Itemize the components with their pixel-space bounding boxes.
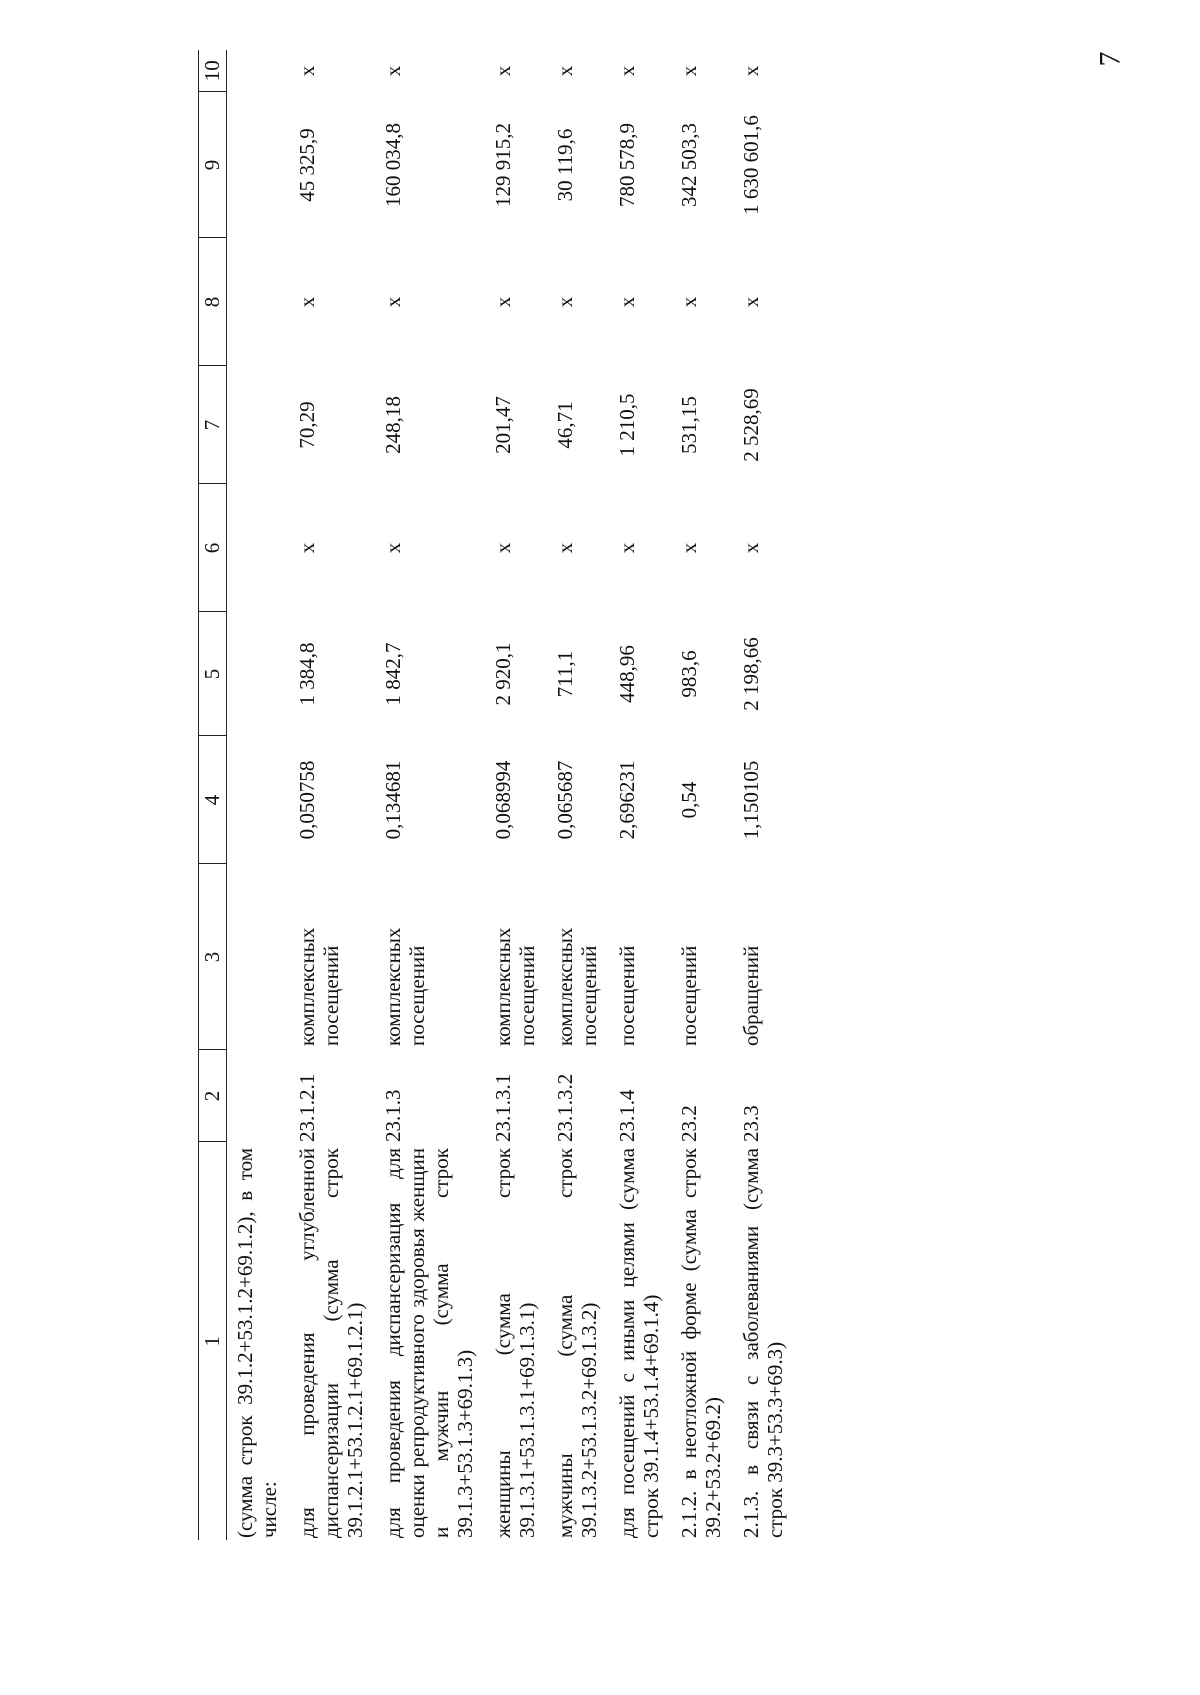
row-code: [227, 1050, 290, 1142]
table-row: [609, 50, 671, 1540]
cell-col4: 1,150105: [739, 760, 763, 840]
cell-col8: х: [615, 296, 639, 308]
row-unit: комплексных посещений: [381, 927, 429, 1046]
cell-col10: х: [295, 65, 319, 77]
cell-col5: 2 920,1: [491, 642, 515, 706]
col-header: 5: [199, 612, 227, 736]
row-label: (сумма строк 39.1.2+53.1.2+69.1.2), в том числе:: [233, 1148, 281, 1538]
row-code: 23.1.3: [381, 1089, 405, 1142]
row-code: 23.2: [677, 1105, 701, 1142]
cell-col5: 1 384,8: [295, 642, 319, 706]
cell-col7: 46,71: [553, 401, 577, 449]
cell-col7: 1 210,5: [615, 393, 639, 457]
cell-col5: [227, 612, 290, 736]
cell-col4: [227, 736, 290, 864]
table-row: [227, 50, 290, 1540]
cell-col8: х: [295, 296, 319, 308]
cell-col7: 531,15: [677, 396, 701, 454]
cell-col9: 1 630 601,6: [739, 115, 763, 215]
cell-col9: 129 915,2: [491, 123, 515, 207]
cell-col7: 70,29: [295, 401, 319, 449]
row-code: 23.3: [739, 1105, 763, 1142]
col-header: 4: [199, 736, 227, 864]
cell-col5: 2 198,66: [739, 637, 763, 711]
cell-col9: 780 578,9: [615, 123, 639, 207]
cell-col10: х: [739, 65, 763, 77]
cell-col6: х: [615, 542, 639, 554]
col-header: 2: [199, 1050, 227, 1142]
page-number: 7: [1093, 51, 1127, 67]
cell-col9: 45 325,9: [295, 128, 319, 202]
cell-col4: 0,54: [677, 781, 701, 819]
cell-col6: х: [381, 542, 405, 554]
col-header: 8: [199, 238, 227, 366]
row-label: 2.1.3. в связи с заболеваниями (сумма строк 39.3+53.3+69.3): [739, 1148, 787, 1538]
row-unit: комплексных посещений: [295, 927, 343, 1046]
cell-col8: х: [381, 296, 405, 308]
cell-col4: 0,068994: [491, 760, 515, 840]
table-row: [733, 50, 795, 1540]
cell-col10: х: [491, 65, 515, 77]
cell-col6: х: [295, 542, 319, 554]
table-row: [375, 50, 485, 1540]
row-label: для посещений с иными целями (сумма строк 39.1.4+53.1.4+69.1.4): [615, 1148, 663, 1538]
cell-col9: 160 034,8: [381, 123, 405, 207]
col-header: 6: [199, 484, 227, 612]
cell-col9: 30 119,6: [553, 128, 577, 202]
row-label: мужчины (сумма строк 39.1.3.2+53.1.3.2+69.1.3.2): [553, 1148, 601, 1538]
cell-col7: 2 528,69: [739, 388, 763, 462]
row-label: женщины (сумма строк 39.1.3.1+53.1.3.1+69.1.3.1): [491, 1148, 539, 1538]
row-label: для проведения диспансеризация для оценки репродуктивного здоровья женщин и мужчин (сумма строк 39.1.3+53.1.3+69.1.3): [381, 1148, 477, 1538]
cell-col4: 0,050758: [295, 760, 319, 840]
table-row: [547, 50, 609, 1540]
cell-col10: х: [677, 65, 701, 77]
cell-col6: х: [491, 542, 515, 554]
cell-col5: 1 842,7: [381, 642, 405, 706]
cell-col6: х: [553, 542, 577, 554]
row-code: 23.1.4: [615, 1089, 639, 1142]
table-row: [485, 50, 547, 1540]
column-number-header: [199, 50, 227, 1540]
cell-col5: 711,1: [553, 650, 577, 698]
cell-col5: 448,96: [615, 645, 639, 703]
cell-col4: 0,134681: [381, 760, 405, 840]
cell-col7: 248,18: [381, 396, 405, 454]
cell-col8: х: [491, 296, 515, 308]
row-code: 23.1.3.1: [491, 1073, 515, 1142]
cell-col4: 2,696231: [615, 760, 639, 840]
cell-col8: х: [739, 296, 763, 308]
cell-col6: [227, 484, 290, 612]
cell-col7: 201,47: [491, 396, 515, 454]
row-unit: посещений: [615, 945, 639, 1046]
cell-col8: х: [553, 296, 577, 308]
cell-col5: 983,6: [677, 650, 701, 698]
cell-col4: 0,065687: [553, 760, 577, 840]
cell-col9: 342 503,3: [677, 123, 701, 207]
row-unit: обращений: [739, 945, 763, 1046]
cell-col10: [227, 50, 290, 92]
row-label: 2.1.2. в неотложной форме (сумма строк 39.2+53.2+69.2): [677, 1148, 725, 1538]
row-unit: [227, 864, 290, 1050]
cell-col6: х: [739, 542, 763, 554]
row-code: 23.1.3.2: [553, 1073, 577, 1142]
row-label: для проведения углубленной диспансеризации (сумма строк 39.1.2.1+53.1.2.1+69.1.2.1): [295, 1148, 367, 1538]
col-header: 9: [199, 92, 227, 238]
col-header: 7: [199, 366, 227, 484]
col-header: 1: [199, 1142, 227, 1540]
row-code: 23.1.2.1: [295, 1073, 319, 1142]
row-unit: комплексных посещений: [491, 927, 539, 1046]
rotated-table-sheet: [198, 50, 938, 1540]
cell-col8: [227, 238, 290, 366]
table-row: [671, 50, 733, 1540]
cell-col10: х: [553, 65, 577, 77]
cell-col10: х: [615, 65, 639, 77]
row-unit: посещений: [677, 945, 701, 1046]
cell-col6: х: [677, 542, 701, 554]
row-unit: комплексных посещений: [553, 927, 601, 1046]
cell-col7: [227, 366, 290, 484]
cell-col9: [227, 92, 290, 238]
table-row: [289, 50, 375, 1540]
cell-col10: х: [381, 65, 405, 77]
tariff-table: [198, 50, 795, 1540]
cell-col8: х: [677, 296, 701, 308]
col-header: 10: [199, 50, 227, 92]
col-header: 3: [199, 864, 227, 1050]
